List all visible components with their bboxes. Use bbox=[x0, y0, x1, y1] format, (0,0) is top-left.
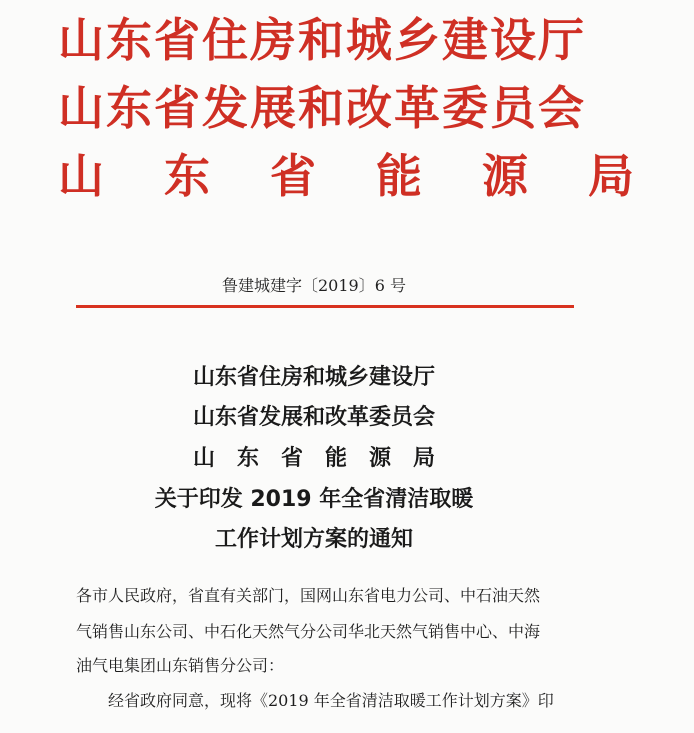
issuer-line-housing-dept: 山东省住房和城乡建设厅 bbox=[58, 13, 586, 67]
body-line: 各市人民政府，省直有关部门，国网山东省电力公司、中石油天然 bbox=[76, 586, 541, 605]
title-line-development-commission: 山东省发展和改革委员会 bbox=[192, 405, 435, 430]
body-line: 油气电集团山东销售分公司： bbox=[76, 656, 285, 675]
title-line-subject-2: 工作计划方案的通知 bbox=[214, 527, 413, 552]
title-line-housing-dept: 山东省住房和城乡建设厅 bbox=[192, 365, 435, 390]
title-line-subject-1: 关于印发 2019 年全省清洁取暖 bbox=[154, 487, 474, 512]
body-line: 气销售山东公司、中石化天然气分公司华北天然气销售中心、中海 bbox=[76, 622, 541, 641]
issuer-line-energy-bureau: 山东省能源局 bbox=[58, 149, 694, 203]
title-line-energy-bureau: 山东省能源局 bbox=[192, 446, 457, 471]
body-line: 经省政府同意，现将《2019 年全省清洁取暖工作计划方案》印 bbox=[108, 691, 554, 710]
document-number: 鲁建城建字〔2019〕6 号 bbox=[222, 276, 406, 295]
red-divider-line bbox=[76, 305, 574, 308]
issuer-line-development-commission: 山东省发展和改革委员会 bbox=[58, 81, 586, 135]
